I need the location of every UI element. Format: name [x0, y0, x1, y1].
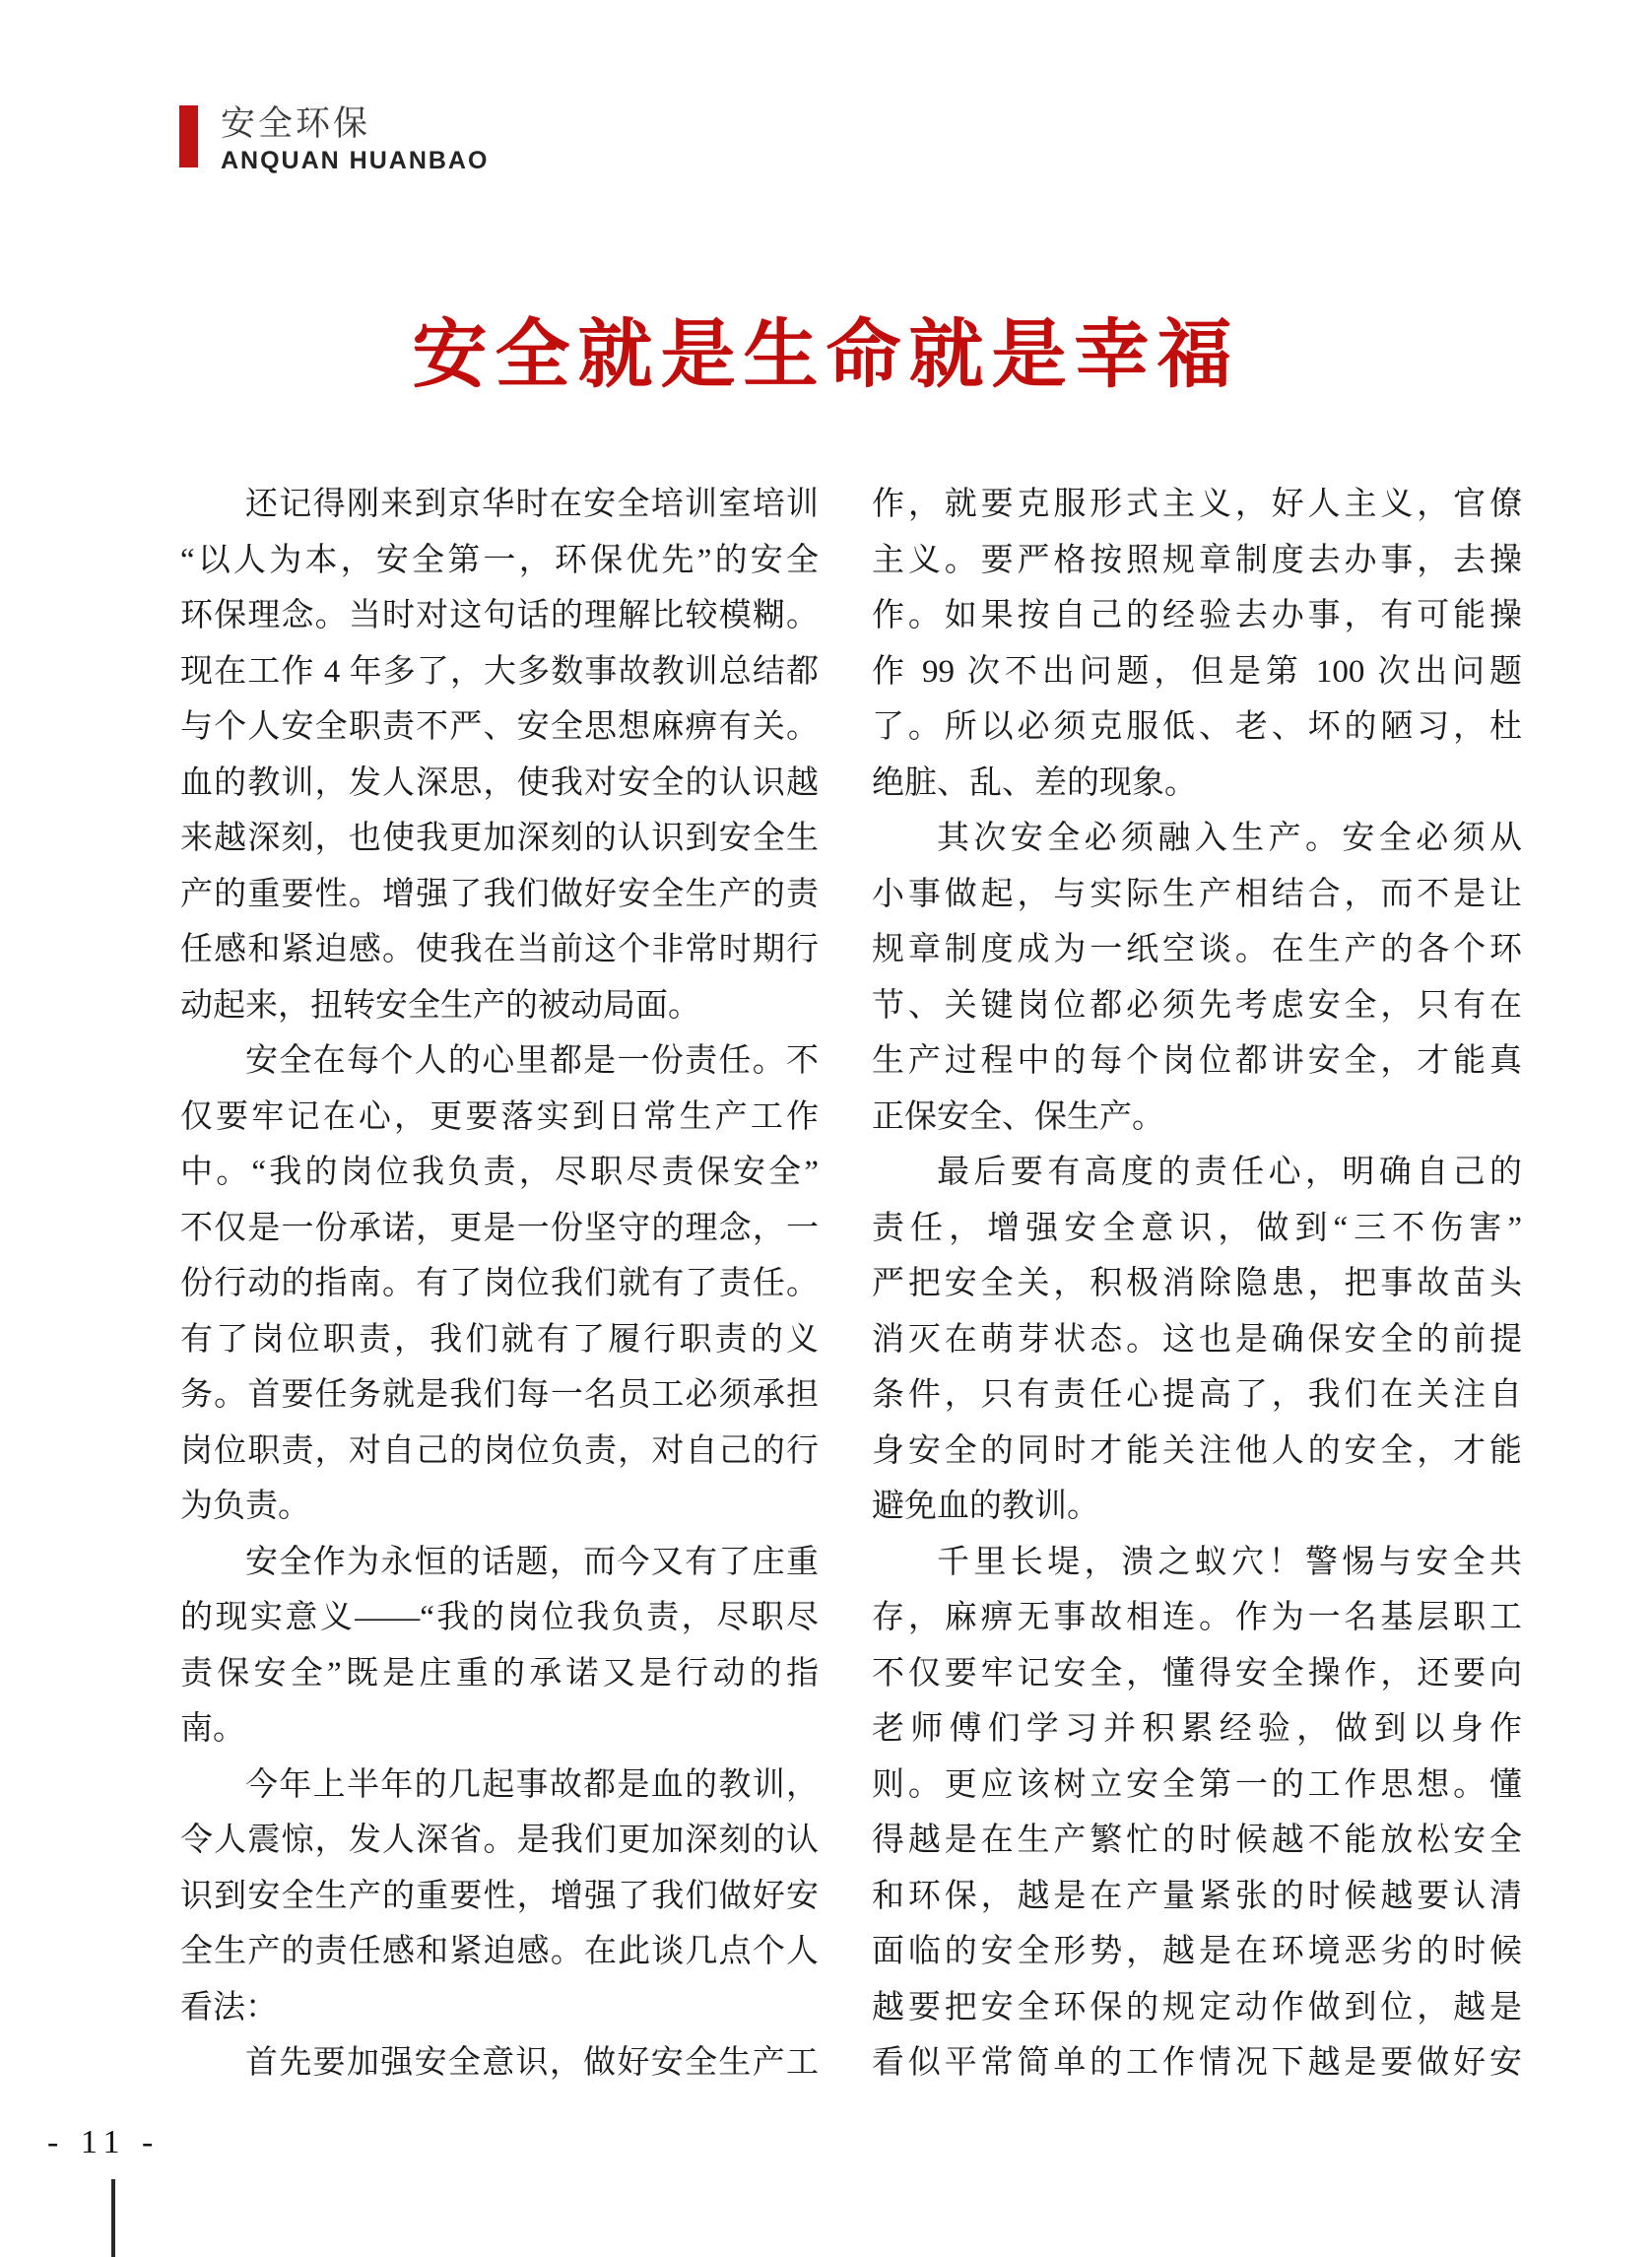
text-line: 得越是在生产繁忙的时候越不能放松安全	[872, 1823, 1522, 1858]
article-body	[180, 477, 1522, 2091]
text-line: 绝脏、乱、差的现象。	[872, 764, 1197, 801]
text-line: 不仅是一份承诺，更是一份坚守的理念，一	[180, 1210, 819, 1246]
text-line: 动起来，扭转安全生产的被动局面。	[180, 987, 700, 1024]
text-line: 严把安全关，积极消除隐患，把事故苗头	[872, 1266, 1522, 1301]
footer-rule	[111, 2179, 115, 2257]
text-line: 首先要加强安全意识，做好安全生产工	[245, 2045, 819, 2081]
text-line: 务。首要任务就是我们每一名员工必须承担	[180, 1377, 819, 1413]
text-line: 生产过程中的每个岗位都讲安全，才能真	[872, 1043, 1522, 1079]
section-header	[179, 105, 489, 175]
section-title-cn: 安全环保	[221, 104, 371, 143]
text-line: 则。更应该树立安全第一的工作思想。懂	[872, 1766, 1522, 1803]
text-line: 存，麻痹无事故相连。作为一名基层职工	[872, 1600, 1522, 1635]
text-line: 安全在每个人的心里都是一份责任。不	[245, 1043, 819, 1079]
text-line: 作 99 次不出问题，但是第 100 次出问题	[872, 653, 1522, 690]
text-line: 越要把安全环保的规定动作做到位，越是	[872, 1989, 1522, 2025]
text-line: 还记得刚来到京华时在安全培训室培训	[245, 487, 819, 522]
text-line: 节、关键岗位都必须先考虑安全，只有在	[872, 987, 1522, 1024]
text-line: 规章制度成为一纸空谈。在生产的各个环	[872, 932, 1522, 967]
text-line: 责保安全”既是庄重的承诺又是行动的指	[180, 1655, 819, 1692]
text-line: 岗位职责，对自己的岗位负责，对自己的行	[180, 1432, 819, 1469]
text-line: 的现实意义——“我的岗位我负责，尽职尽	[180, 1600, 819, 1635]
text-line: 主义。要严格按照规章制度去办事，去操	[872, 542, 1522, 578]
text-line: 不仅要牢记安全，懂得安全操作，还要向	[872, 1655, 1522, 1692]
text-line: 现在工作 4 年多了，大多数事故教训总结都	[180, 653, 819, 690]
text-line: 小事做起，与实际生产相结合，而不是让	[872, 876, 1522, 912]
text-line: 血的教训，发人深思，使我对安全的认识越	[180, 764, 819, 801]
text-line: 与个人安全职责不严、安全思想麻痹有关。	[180, 709, 819, 745]
page-number: - 11 -	[47, 2124, 161, 2160]
text-line: 看似平常简单的工作情况下越是要做好安	[872, 2045, 1522, 2081]
text-line: 作，就要克服形式主义，好人主义，官僚	[872, 487, 1522, 522]
text-line: 份行动的指南。有了岗位我们就有了责任。	[180, 1266, 819, 1301]
text-line: 避免血的教训。	[872, 1489, 1099, 1524]
text-line: 产的重要性。增强了我们做好安全生产的责	[180, 876, 819, 912]
text-line: 责任，增强安全意识，做到“三不伤害”	[872, 1210, 1522, 1246]
text-line: 身安全的同时才能关注他人的安全，才能	[872, 1432, 1522, 1469]
text-line: 任感和紧迫感。使我在当前这个非常时期行	[180, 932, 819, 967]
text-line: 全生产的责任感和紧迫感。在此谈几点个人	[180, 1934, 819, 1969]
text-line: 最后要有高度的责任心，明确自己的	[937, 1155, 1522, 1190]
column-left	[180, 477, 819, 2091]
text-line: 正保安全、保生产。	[872, 1098, 1164, 1135]
text-line: 有了岗位职责，我们就有了履行职责的义	[180, 1321, 819, 1358]
text-line: 今年上半年的几起事故都是血的教训，	[245, 1766, 819, 1803]
text-line: 消灭在萌芽状态。这也是确保安全的前提	[872, 1321, 1522, 1358]
column-right	[872, 477, 1522, 2091]
text-line: 面临的安全形势，越是在环境恶劣的时候	[872, 1934, 1522, 1969]
text-line: 来越深刻，也使我更加深刻的认识到安全生	[180, 821, 819, 856]
text-line: “以人为本，安全第一，环保优先”的安全	[180, 542, 819, 578]
red-accent-bar	[179, 105, 198, 167]
text-line: 了。所以必须克服低、老、坏的陋习，杜	[872, 709, 1522, 745]
text-line: 仅要牢记在心，更要落实到日常生产工作	[180, 1098, 819, 1135]
text-line: 老师傅们学习并积累经验，做到以身作	[872, 1711, 1522, 1747]
text-line: 环保理念。当时对这句话的理解比较模糊。	[180, 598, 819, 633]
text-line: 为负责。	[180, 1489, 310, 1524]
text-line: 千里长堤，溃之蚁穴！警惕与安全共	[937, 1544, 1522, 1580]
text-line: 和环保，越是在产量紧张的时候越要认清	[872, 1878, 1522, 1914]
text-line: 令人震惊，发人深省。是我们更加深刻的认	[180, 1823, 819, 1858]
text-line: 作。如果按自己的经验去办事，有可能操	[872, 598, 1522, 633]
text-line: 安全作为永恒的话题，而今又有了庄重	[245, 1544, 819, 1580]
section-title-en: ANQUAN HUANBAO	[221, 147, 490, 174]
text-line: 识到安全生产的重要性，增强了我们做好安	[180, 1878, 819, 1914]
text-line: 南。	[180, 1711, 245, 1747]
article-title: 安全就是生命就是幸福	[412, 313, 1240, 397]
text-line: 条件，只有责任心提高了，我们在关注自	[872, 1377, 1522, 1413]
section-header-text	[221, 105, 489, 175]
text-line: 看法：	[180, 1989, 278, 2025]
text-line: 其次安全必须融入生产。安全必须从	[937, 821, 1522, 856]
text-line: 中。“我的岗位我负责，尽职尽责保安全”	[180, 1155, 819, 1190]
